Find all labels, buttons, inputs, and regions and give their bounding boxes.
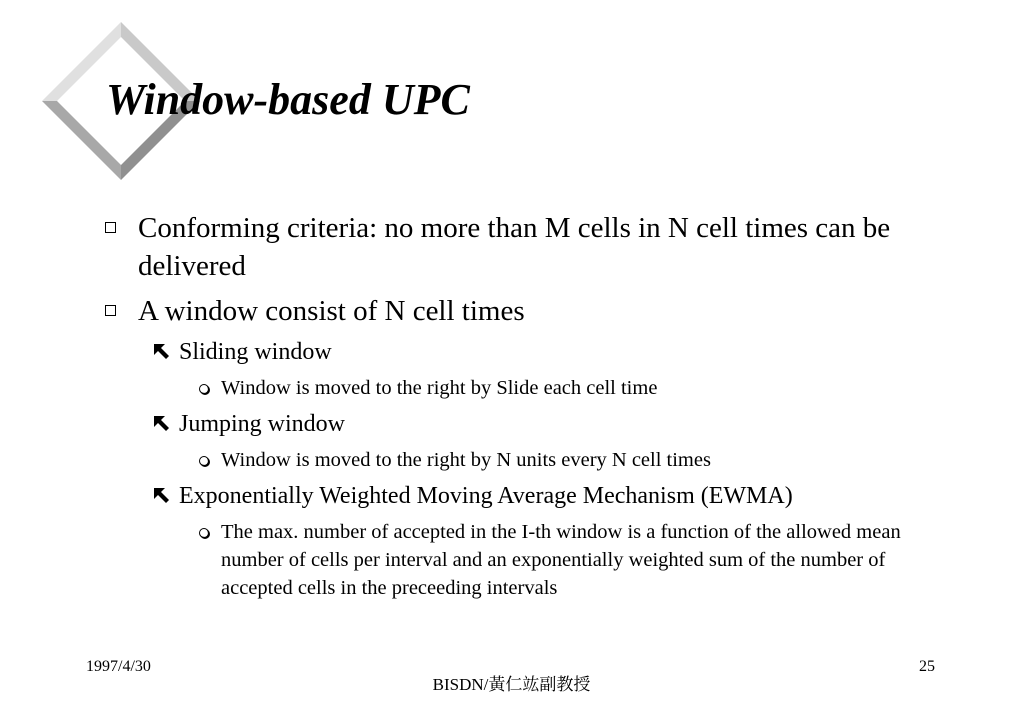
footer-course: BISDN/黃仁竑副教授 <box>432 675 591 694</box>
bullet-level2 <box>152 408 952 440</box>
bullet-text: The max. number of accepted in the I-th window is a function of the allowed mean number of cells per interval and an exponentially weighted sum of the number of accepted cells in the preceeding intervals <box>221 521 901 599</box>
bullet-level1 <box>105 292 945 330</box>
bullet-level3 <box>199 518 939 602</box>
diagonal-arrow-icon <box>152 342 172 362</box>
shadow-circle-icon <box>199 528 209 538</box>
slide-title: Window-based UPC <box>106 75 470 124</box>
hollow-square-icon <box>105 305 116 316</box>
bullet-level2 <box>152 480 952 512</box>
bullet-text: Jumping window <box>179 411 346 437</box>
bullet-text: Conforming criteria: no more than M cells in N cell times can be delivered <box>138 212 891 282</box>
bullet-text: A window consist of N cell times <box>138 295 525 327</box>
bullet-level1 <box>105 209 945 285</box>
bullet-text: Exponentially Weighted Moving Average Mechanism (EWMA) <box>179 483 793 509</box>
diagonal-arrow-icon <box>152 486 172 506</box>
shadow-circle-icon <box>199 384 209 394</box>
shadow-circle-icon <box>199 456 209 466</box>
bullet-level3 <box>199 446 939 474</box>
page-number: 25 <box>919 658 935 675</box>
bullet-text: Window is moved to the right by N units every N cell times <box>221 449 711 471</box>
diagonal-arrow-icon <box>152 414 172 434</box>
bullet-level2 <box>152 336 952 368</box>
footer-date: 1997/4/30 <box>86 658 151 675</box>
bullet-text: Sliding window <box>179 339 332 365</box>
bullet-level3 <box>199 374 939 402</box>
hollow-square-icon <box>105 222 116 233</box>
bullet-text: Window is moved to the right by Slide each cell time <box>221 377 658 399</box>
